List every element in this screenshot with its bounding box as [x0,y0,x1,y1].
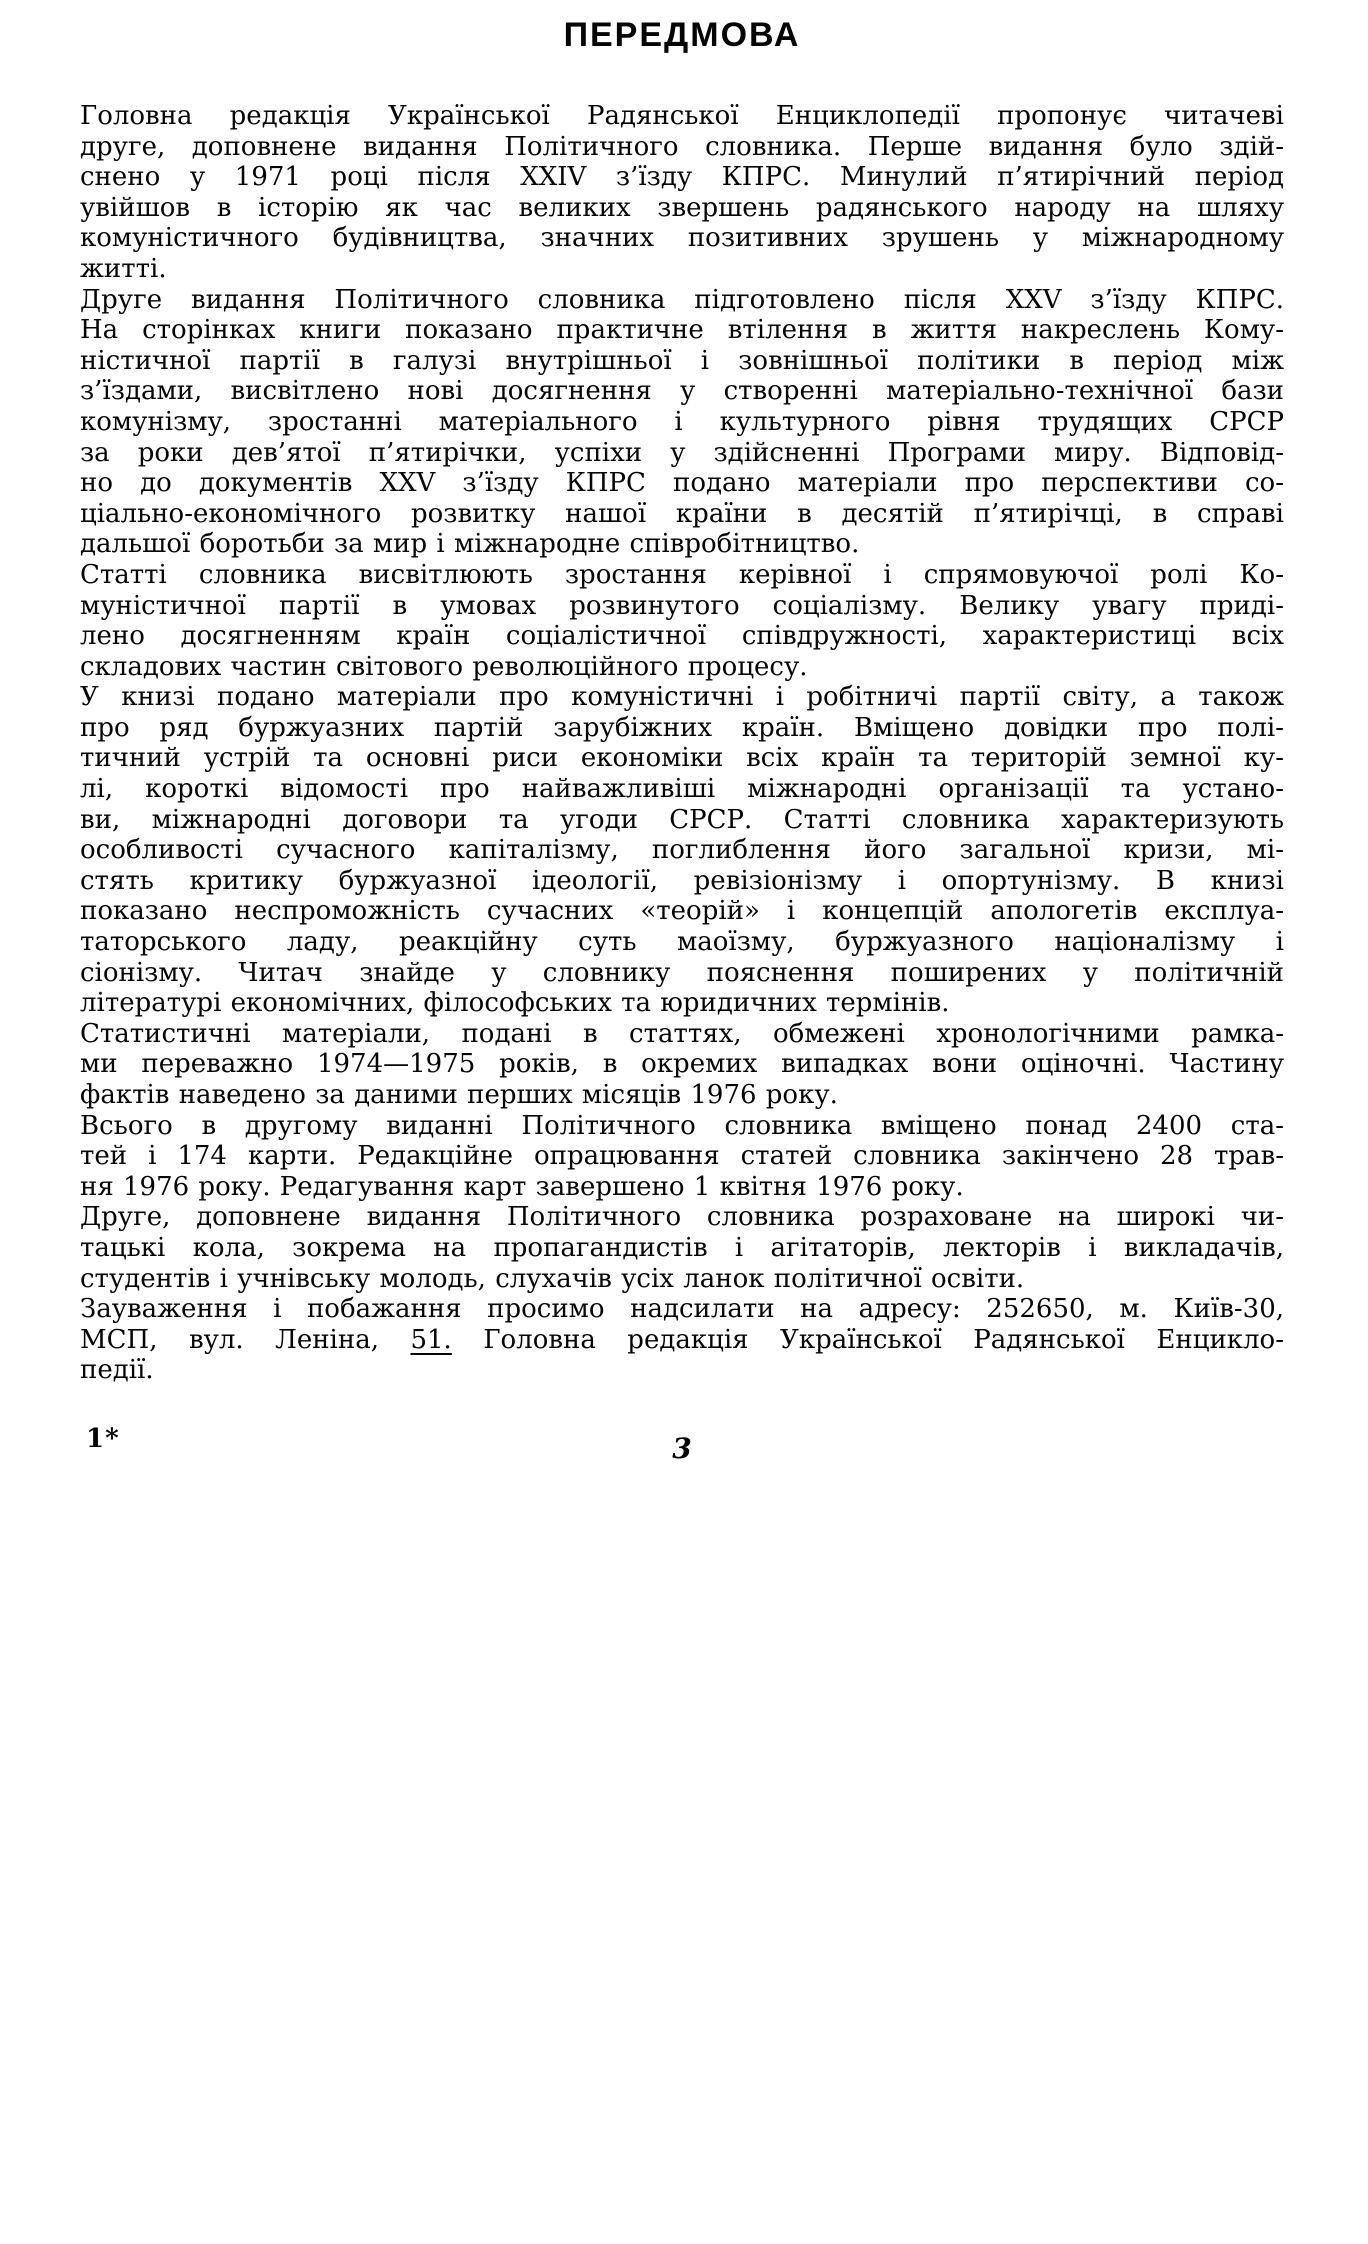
paragraph [80,1019,1284,1111]
paragraph [80,285,1284,560]
text-line: особливості сучасного капіталізму, поглиблення його загальної кризи, мі- [80,835,1284,866]
signature-mark: 1* [86,1424,120,1454]
underlined-text: 51. [410,1324,452,1355]
text-line: про ряд буржуазних партій зарубіжних країн. Вміщено довідки про полі- [80,712,1284,743]
text-line: ми переважно 1974—1975 років, в окремих випадках вони оціночні. Частину [80,1049,1284,1080]
text-line: комунізму, зростанні матеріального і культурного рівня трудящих СРСР [80,406,1284,437]
text-line: фактів наведено за даними перших місяців 1976 року. [80,1080,838,1110]
text-line: студентів і учнівську молодь, слухачів усіх ланок політичної освіти. [80,1263,1025,1294]
text-line: з’їздами, висвітлено нові досягнення у створенні матеріально-технічної бази [80,376,1284,407]
text-line: Головна редакція Української Радянської Енциклопедії пропонує читачеві [80,101,1284,131]
text-line: Статистичні матеріали, подані в статтях, обмежені хронологічними рамка- [80,1018,1284,1049]
text-line [80,1325,1284,1356]
text-line: ня 1976 року. Редагування карт завершено 1 квітня 1976 року. [80,1171,964,1202]
text-line: педії. [80,1355,154,1386]
text-line: стять критику буржуазної ідеології, ревізіонізму і опортунізму. В книзі [80,865,1284,896]
paragraph [80,560,1284,682]
text-line: На сторінках книги показано практичне втілення в життя накреслень Кому- [80,315,1284,346]
page-footer [80,1424,1284,1464]
text-line: Друге видання Політичного словника підготовлено після XXV з’їзду КПРС. [80,284,1284,315]
text-line: тей і 174 карти. Редакційне опрацювання статей словника закінчено 28 трав- [80,1141,1284,1172]
text-line: Зауваження і побажання просимо надсилати на адресу: 252650, м. Київ-30, [80,1294,1284,1325]
text-line: муністичної партії в умовах розвинутого соціалізму. Велику увагу приді- [80,590,1284,621]
text-line: дальшої боротьби за мир і міжнародне співробітництво. [80,529,860,560]
text-line: ністичної партії в галузі внутрішньої і зовнішньої політики в період між [80,345,1284,376]
text-segment: Головна редакція Української Радянської Енцикло- [451,1324,1284,1355]
text-line: житті. [80,253,167,284]
text-line: тацькі кола, зокрема на пропагандистів і агітаторів, лекторів і викладачів, [80,1232,1284,1263]
paragraph [80,1202,1284,1294]
text-line: складових частин світового революційного процесу. [80,651,808,682]
text-line: комуністичного будівництва, значних позитивних зрушень у міжнародному [80,223,1284,254]
text-line: ціально-економічного розвитку нашої країни в десятій п’ятирічці, в справі [80,498,1284,529]
text-line: сіонізму. Читач знайде у словнику пояснення поширених у політичній [80,957,1284,988]
text-line: увійшов в історію як час великих звершень радянського народу на шляху [80,192,1284,223]
text-line: таторського ладу, реакційну суть маоїзму, буржуазного націоналізму і [80,927,1284,958]
text-line: показано неспроможність сучасних «теорій» і концепцій апологетів експлуа- [80,896,1284,927]
text-line: лено досягненням країн соціалістичної співдружності, характеристиці всіх [80,621,1284,652]
text-line: Всього в другому виданні Політичного словника вміщено понад 2400 ста- [80,1110,1284,1141]
text-line: Статті словника висвітлюють зростання керівної і спрямовуючої ролі Ко- [80,559,1284,590]
paragraph [80,101,1284,285]
paragraph [80,682,1284,1019]
text-segment: МСП, вул. Леніна, [80,1324,411,1355]
text-line: снено у 1971 році після XXIV з’їзду КПРС. Минулий п’ятирічний період [80,162,1284,193]
text-line: друге, доповнене видання Політичного словника. Перше видання було здій- [80,131,1284,162]
page-title: ПЕРЕДМОВА [563,16,801,54]
paragraph [80,1294,1284,1386]
text-line: літературі економічних, філософських та юридичних термінів. [80,988,950,1019]
text-line: лі, короткі відомості про найважливіші міжнародні організації та устано- [80,774,1284,805]
text-line: тичний устрій та основні риси економіки всіх країн та територій земної ку- [80,743,1284,774]
preface-body [80,101,1284,1386]
paragraph [80,1111,1284,1203]
text-line: Друге, доповнене видання Політичного словника розраховане на широкі чи- [80,1202,1284,1233]
page-number: 3 [672,1432,692,1465]
text-line: ви, міжнародні договори та угоди СРСР. Статті словника характеризують [80,804,1284,835]
text-line: но до документів XXV з’їзду КПРС подано матеріали про перспективи со- [80,468,1284,499]
text-line: за роки дев’ятої п’ятирічки, успіхи у здійсненні Програми миру. Відповід- [80,437,1284,468]
text-line: У книзі подано матеріали про комуністичні і робітничі партії світу, а також [80,682,1284,713]
